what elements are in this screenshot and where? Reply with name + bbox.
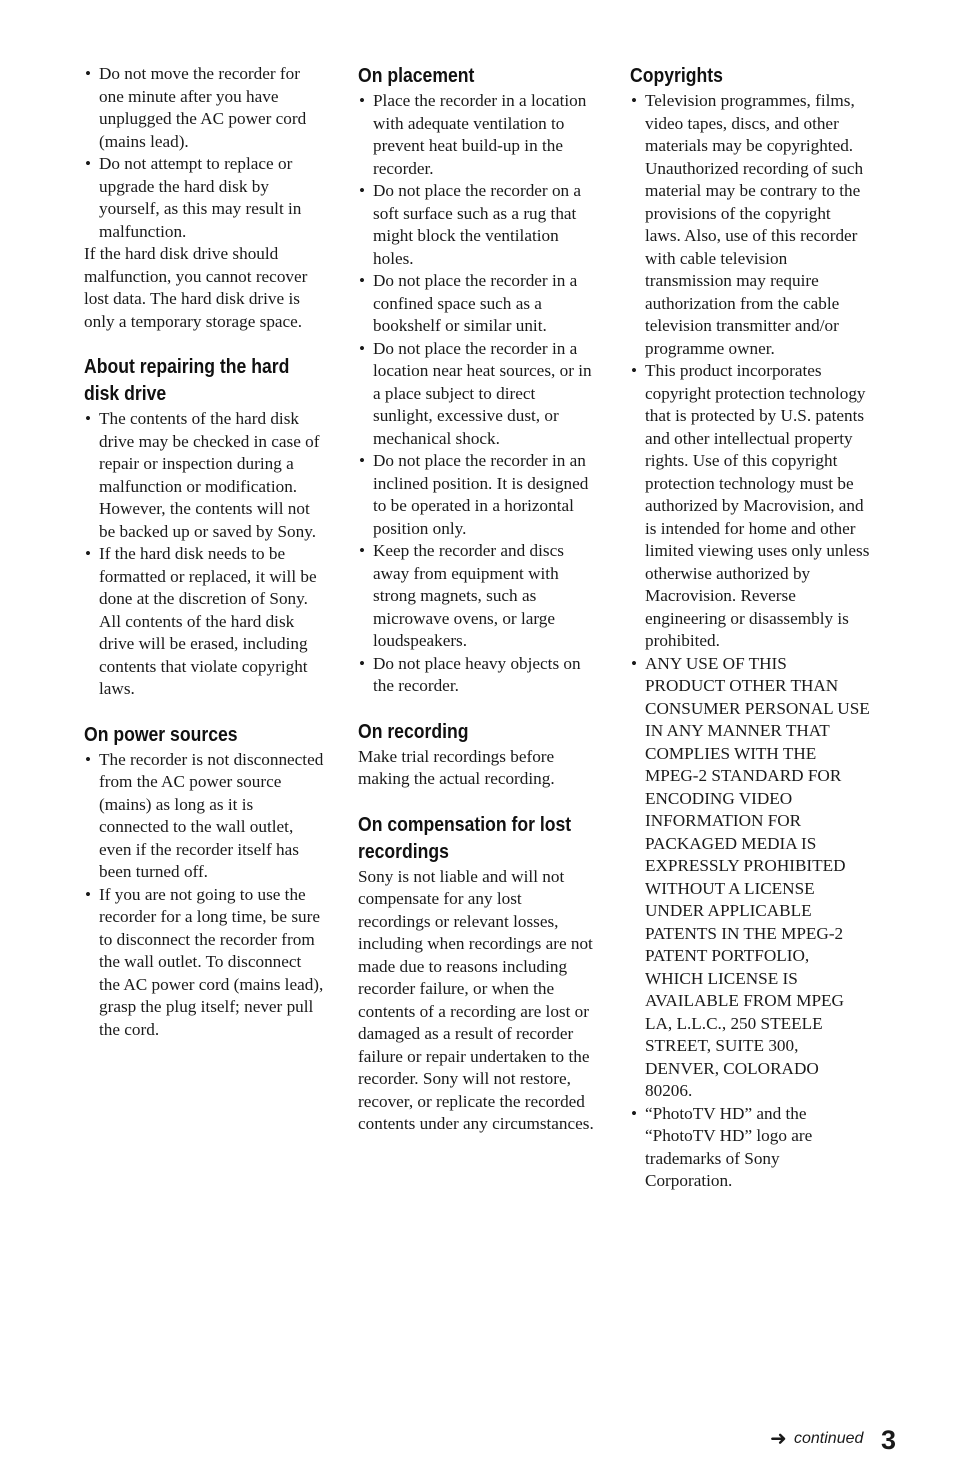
list-item: • Do not attempt to replace or upgrade the hard disk by yourself, as this may result in malfunction. — [84, 153, 324, 243]
list-item: • Do not place the recorder in a location near heat sources, or in a place subject to direct sunlight, excessive dust, or mechanical shock. — [358, 338, 598, 451]
list-item: • This product incorporates copyright protection technology that is protected by U.S. patents and other intellectual property rights. Use of this copyright protection technology must be authorized by Macrovision, and is intended for home and other limited viewing uses only unless otherwise authorized by Macrovision. Reverse engineering or disassembly is prohibited. — [630, 360, 870, 653]
list-item: • Do not move the recorder for one minute after you have unplugged the AC power cord (mains lead). — [84, 63, 324, 153]
hdd-caution-list — [84, 63, 324, 243]
column-middle — [358, 63, 598, 1136]
list-item: • If you are not going to use the recorder for a long time, be sure to disconnect the recorder from the wall outlet. To disconnect the AC power cord (mains lead), grasp the plug itself; never pull the cord. — [84, 884, 324, 1042]
list-item: • Television programmes, films, video tapes, discs, and other materials may be copyrighted. Unauthorized recording of such material may be contrary to the provisions of the copyright laws. Also, use of this recorder with cable television transmission may require authorization from the cable television transmitter and/or programme owner. — [630, 90, 870, 360]
section-repairing-hdd — [84, 354, 324, 701]
heading-line: On compensation for lost — [358, 813, 572, 836]
list-item: • Do not place the recorder on a soft surface such as a rug that might block the ventilation holes. — [358, 180, 598, 270]
section-heading — [84, 354, 295, 408]
list-item: • Do not place the recorder in a confined space such as a bookshelf or similar unit. — [358, 270, 598, 338]
page-footer — [770, 1426, 900, 1458]
list-item: • Keep the recorder and discs away from equipment with strong magnets, such as microwave ovens, or large loudspeakers. — [358, 540, 598, 653]
column-right — [630, 63, 870, 1193]
compensation-paragraph: Sony is not liable and will not compensate for any lost recordings or relevant losses, including when recordings are not made due to reasons including recorder failure, or when the contents of a recording are lost or damaged as a result of recorder failure or repair undertaken to the recorder. Sony will not restore, recover, or replicate the recorded contents under any circumstances. — [358, 866, 594, 1133]
heading-line: recordings — [358, 840, 449, 863]
heading-line: disk drive — [84, 383, 167, 405]
section-compensation — [358, 812, 598, 1136]
continued-label: continued — [794, 1430, 864, 1447]
section-heading: On recording — [358, 720, 469, 743]
page-number: 3 — [881, 1425, 897, 1455]
section-heading: On placement — [358, 65, 475, 87]
right-arrow-icon: ➜ — [770, 1428, 787, 1450]
list-item: • If the hard disk needs to be formatted or replaced, it will be done at the discretion of Sony. All contents of the hard disk drive will be erased, including contents that violate copyright laws. — [84, 543, 324, 701]
list-item: • The contents of the hard disk drive may be checked in case of repair or inspection during a malfunction or modification. However, the contents will not be backed up or saved by Sony. — [84, 408, 324, 543]
list-item: • Do not place the recorder in an inclined position. It is designed to be operated in a horizontal position only. — [358, 450, 598, 540]
list-item: • The recorder is not disconnected from the AC power source (mains) as long as it is connected to the wall outlet, even if the recorder itself has been turned off. — [84, 749, 324, 884]
recording-paragraph: Make trial recordings before making the actual recording. — [358, 746, 555, 788]
section-placement — [358, 63, 598, 698]
section-heading: Copyrights — [630, 65, 723, 87]
section-copyrights — [630, 63, 870, 1193]
section-heading: On power sources — [84, 723, 238, 746]
list-item: • “PhotoTV HD” and the “PhotoTV HD” logo are trademarks of Sony Corporation. — [630, 1103, 870, 1193]
column-left — [84, 63, 324, 1041]
section-recording — [358, 719, 598, 791]
heading-line: About repairing the hard — [84, 356, 290, 378]
list-item: • Do not place heavy objects on the recorder. — [358, 653, 598, 698]
placement-list — [358, 90, 598, 698]
section-heading — [358, 812, 572, 866]
repair-list — [84, 408, 324, 701]
list-item: • ANY USE OF THIS PRODUCT OTHER THAN CONSUMER PERSONAL USE IN ANY MANNER THAT COMPLIES WITH THE MPEG-2 STANDARD FOR ENCODING VIDEO INFORMATION FOR PACKAGED MEDIA IS EXPRESSLY PROHIBITED WITHOUT A LICENSE UNDER APPLICABLE PATENTS IN THE MPEG-2 PATENT PORTFOLIO, WHICH LICENSE IS AVAILABLE FROM MPEG LA, L.L.C., 250 STEELE STREET, SUITE 300, DENVER, COLORADO 80206. — [630, 653, 870, 1103]
hdd-malfunction-paragraph: If the hard disk drive should malfunction, you cannot recover lost data. The hard disk drive is only a temporary storage space. — [84, 244, 308, 331]
section-power-sources — [84, 722, 324, 1042]
power-list — [84, 749, 324, 1042]
list-item: • Place the recorder in a location with adequate ventilation to prevent heat build-up in the recorder. — [358, 90, 598, 180]
copyrights-list — [630, 90, 870, 1193]
